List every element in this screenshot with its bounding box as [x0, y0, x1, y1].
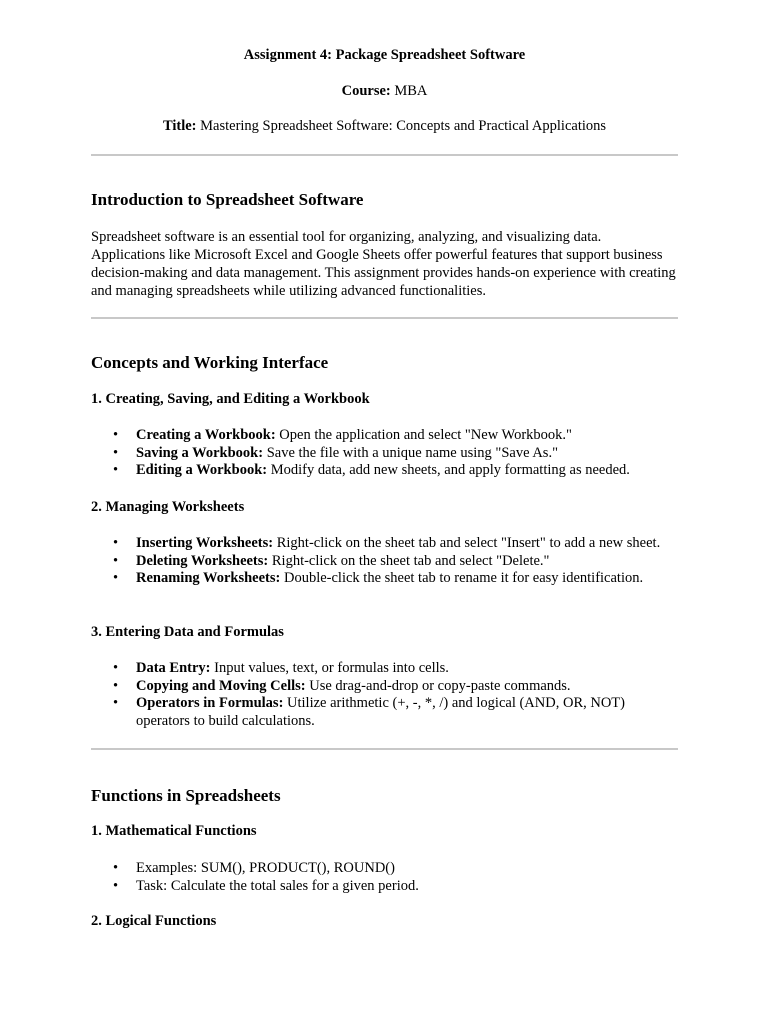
- list-item: • Saving a Workbook: Save the file with a unique name using "Save As.": [136, 445, 678, 463]
- list-item: • Data Entry: Input values, text, or formulas into cells.: [136, 660, 678, 678]
- list-item: • Editing a Workbook: Modify data, add new sheets, and apply formatting as needed.: [136, 462, 678, 480]
- concepts-sub3-list: [91, 660, 678, 731]
- concepts-sub1-title: 1. Creating, Saving, and Editing a Workbook: [91, 391, 370, 407]
- divider: [91, 317, 678, 319]
- functions-sub1-list: [91, 860, 678, 895]
- functions-sub1-title: 1. Mathematical Functions: [91, 823, 257, 839]
- intro-paragraph: Spreadsheet software is an essential tool for organizing, analyzing, and visualizing data. Applications like Microsoft Excel and Google Sheets offer powerful features that support business decision-making and data management. This assignment provides hands-on experience with creating and managing spreadsheets while utilizing advanced functionalities.: [91, 229, 676, 299]
- list-item: • Renaming Worksheets: Double-click the sheet tab to rename it for easy identification.: [136, 570, 678, 588]
- functions-heading: Functions in Spreadsheets: [91, 786, 281, 805]
- functions-sub2-title: 2. Logical Functions: [91, 913, 217, 929]
- title-line: Title: Mastering Spreadsheet Software: Concepts and Practical Applications: [162, 118, 607, 134]
- list-item: • Deleting Worksheets: Right-click on the sheet tab and select "Delete.": [136, 553, 678, 571]
- course-line: Course: MBA: [341, 83, 428, 99]
- list-item: • Operators in Formulas: Utilize arithmetic (+, -, *, /) and logical (AND, OR, NOT) operators to build calculations.: [136, 695, 678, 730]
- divider: [91, 154, 678, 156]
- list-item: • Copying and Moving Cells: Use drag-and-drop or copy-paste commands.: [136, 678, 678, 696]
- concepts-heading: Concepts and Working Interface: [91, 353, 329, 372]
- list-item: • Task: Calculate the total sales for a given period.: [136, 878, 678, 896]
- list-item: • Creating a Workbook: Open the application and select "New Workbook.": [136, 427, 678, 445]
- assignment-title: Assignment 4: Package Spreadsheet Software: [243, 47, 526, 63]
- concepts-sub1-list: [91, 427, 678, 480]
- intro-heading: Introduction to Spreadsheet Software: [91, 190, 364, 209]
- list-item: • Inserting Worksheets: Right-click on the sheet tab and select "Insert" to add a new sheet.: [136, 535, 678, 553]
- list-item: • Examples: SUM(), PRODUCT(), ROUND(): [136, 860, 678, 878]
- divider: [91, 748, 678, 750]
- concepts-sub3-title: 3. Entering Data and Formulas: [91, 624, 284, 640]
- concepts-sub2-title: 2. Managing Worksheets: [91, 499, 245, 515]
- concepts-sub2-list: [91, 535, 678, 588]
